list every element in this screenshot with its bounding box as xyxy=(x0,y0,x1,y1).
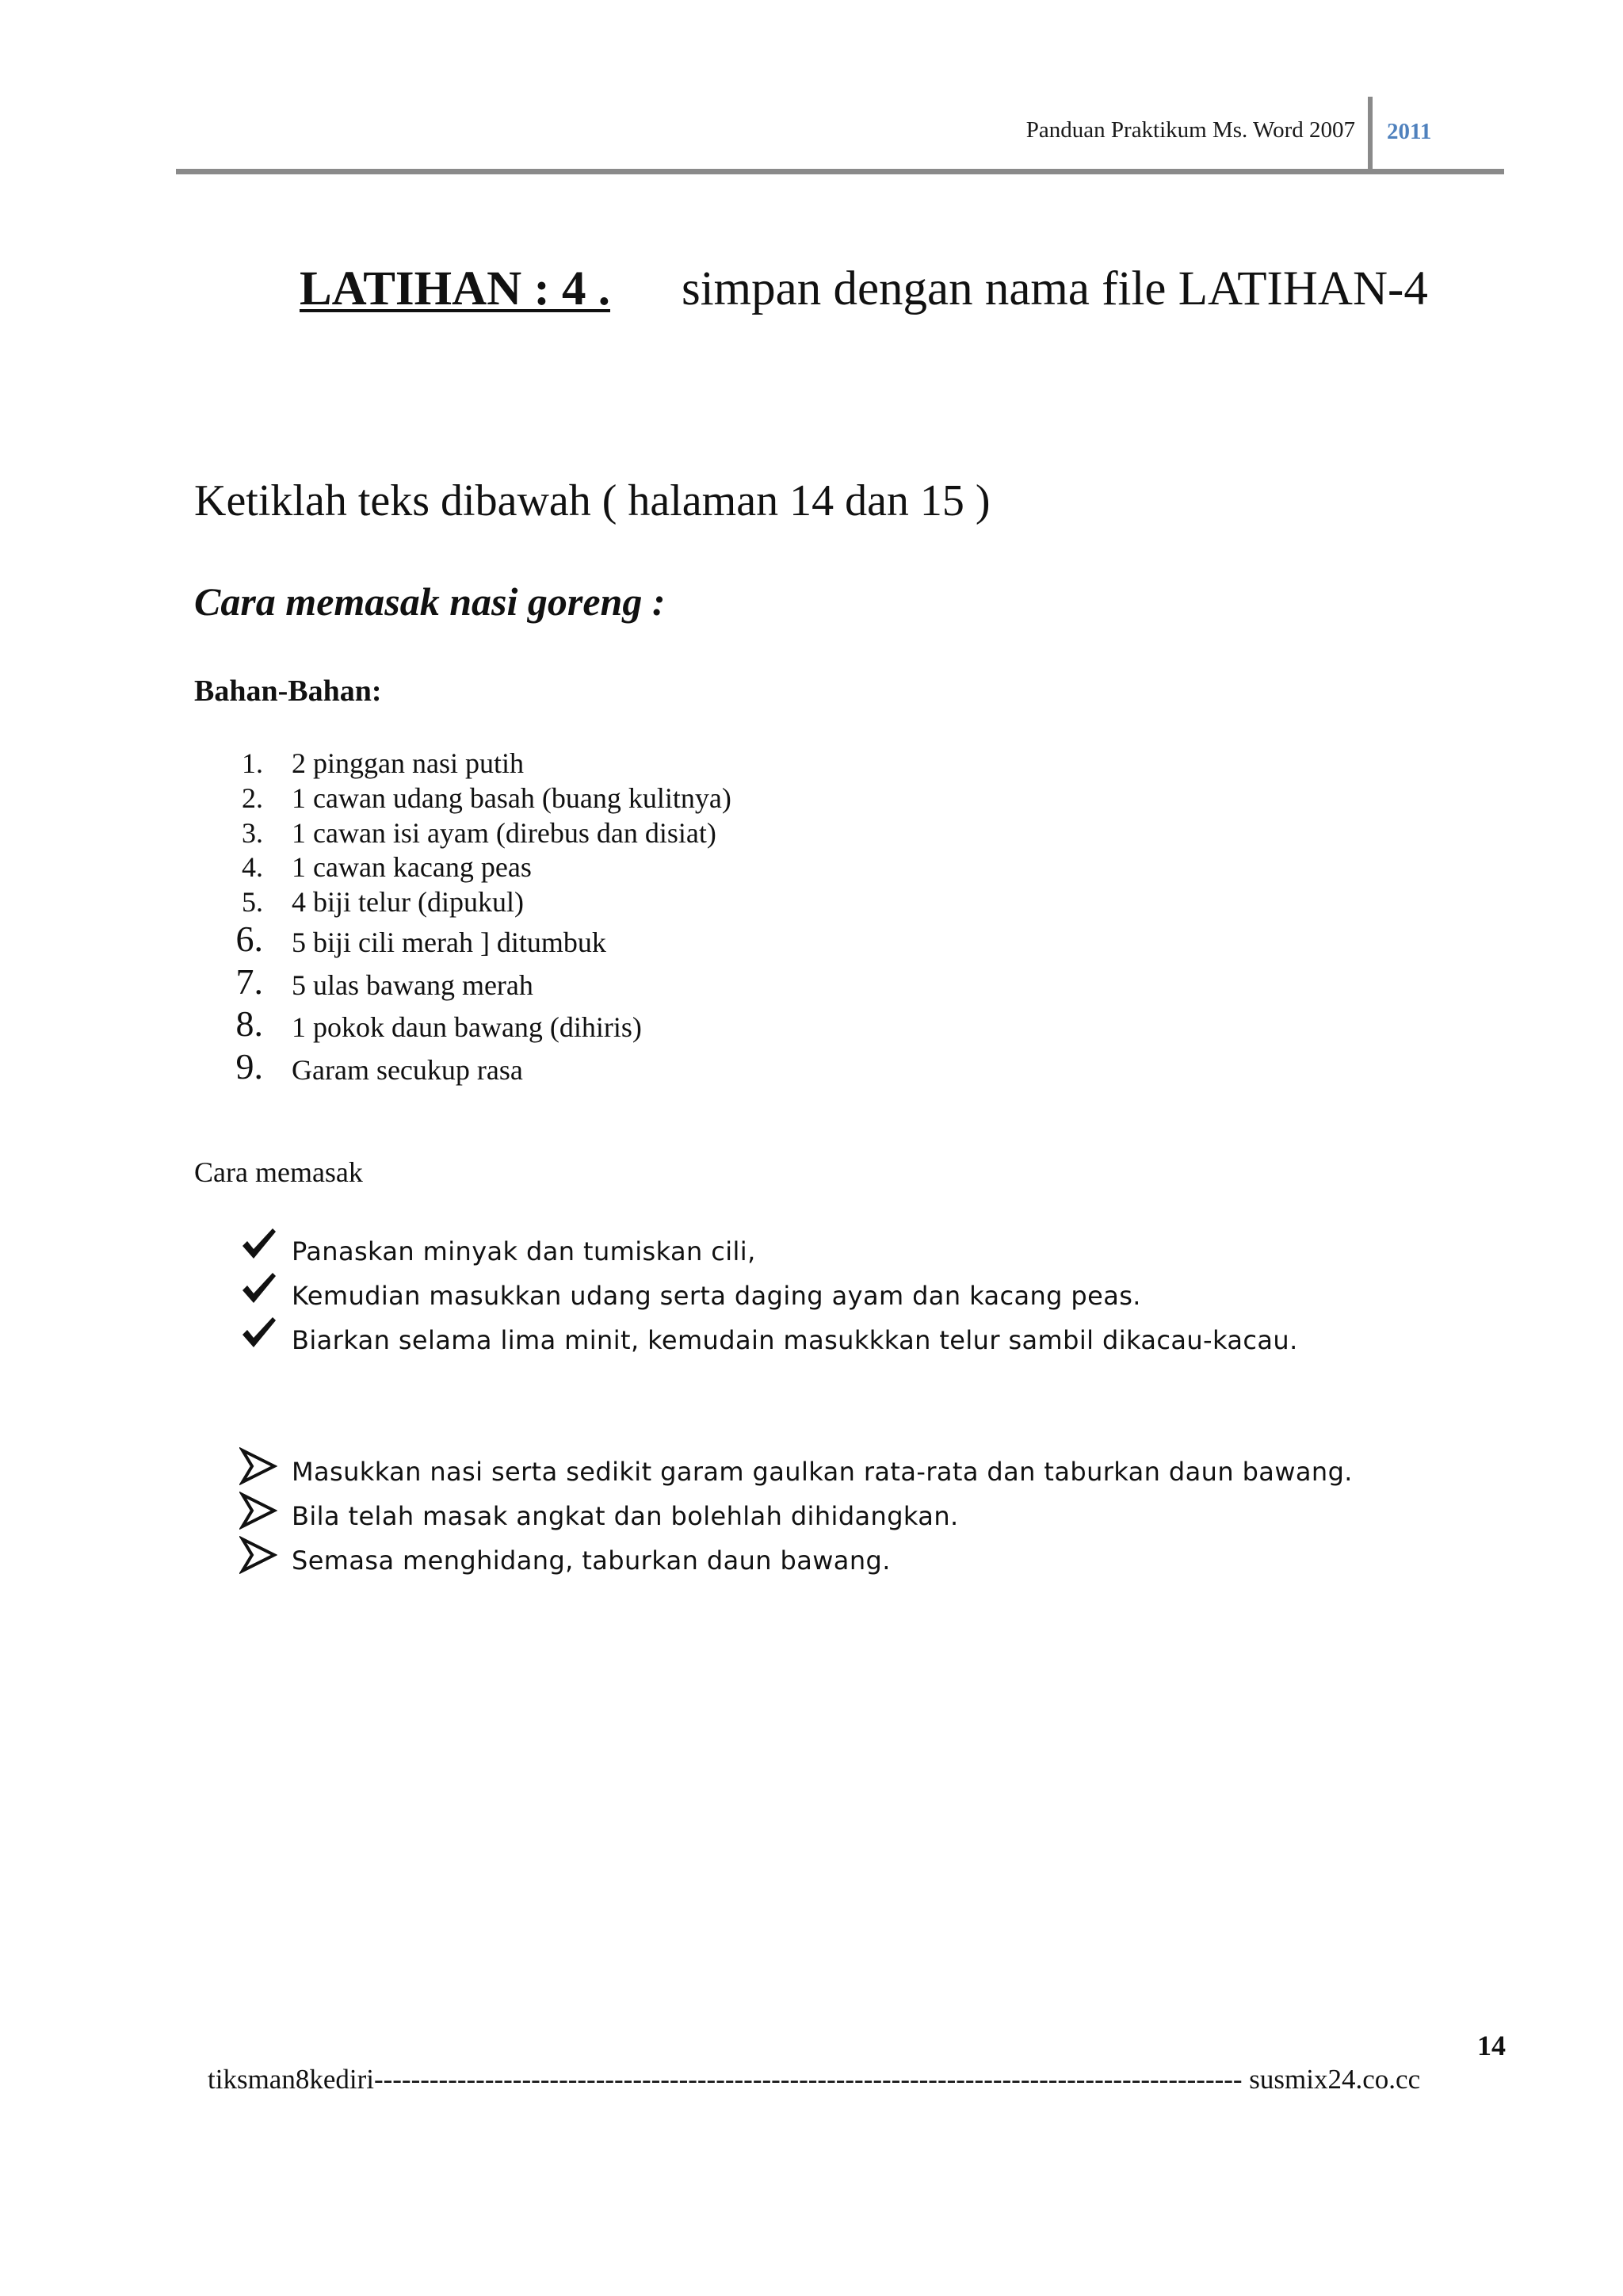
list-item-text: 5 ulas bawang merah xyxy=(292,969,533,1001)
list-item-text: Panaskan minyak dan tumiskan cili, xyxy=(292,1236,756,1266)
list-item-text: 5 biji cili merah ] ditumbuk xyxy=(292,926,606,958)
list-item-number: 4. xyxy=(242,851,263,883)
list-item-text: Masukkan nasi serta sedikit garam gaulkan rata-rata dan taburkan daun bawang. xyxy=(292,1457,1353,1487)
checkmark-icon xyxy=(239,1225,277,1263)
list-item-text: Semasa menghidang, taburkan daun bawang. xyxy=(292,1545,891,1576)
list-item-text: Kemudian masukkan udang serta daging ayam dan kacang peas. xyxy=(292,1281,1141,1311)
header-title: Panduan Praktikum Ms. Word 2007 xyxy=(1025,117,1355,143)
exercise-instruction: simpan dengan nama file LATIHAN-4 xyxy=(682,262,1428,315)
list-item-number: 5. xyxy=(242,886,263,918)
list-item-text: 4 biji telur (dipukul) xyxy=(292,886,524,918)
header-rule xyxy=(176,169,1504,174)
footer-line: tiksman8kediri---------------------------------------------------------------------------------------------- susmix24.co.cc xyxy=(208,2064,1421,2095)
list-item-text: 1 cawan kacang peas xyxy=(292,851,532,883)
recipe-title: Cara memasak nasi goreng : xyxy=(194,579,666,624)
checkmark-icon xyxy=(239,1270,277,1308)
header-year: 2011 xyxy=(1387,119,1432,144)
list-item-number: 7. xyxy=(235,961,263,1002)
list-item-text: Bila telah masak angkat dan bolehlah dihidangkan. xyxy=(292,1501,959,1531)
typing-prompt: Ketiklah teks dibawah ( halaman 14 dan 15 ) xyxy=(194,476,991,525)
list-item-number: 1. xyxy=(242,747,263,779)
checkmark-icon xyxy=(239,1314,277,1352)
ingredients-heading: Bahan-Bahan: xyxy=(194,674,382,708)
list-item-text: 1 pokok daun bawang (dihiris) xyxy=(292,1011,642,1043)
header-vertical-divider xyxy=(1368,97,1373,171)
page-number: 14 xyxy=(1477,2030,1506,2061)
list-item-number: 3. xyxy=(242,817,263,849)
method-heading: Cara memasak xyxy=(194,1156,363,1188)
list-item-number: 6. xyxy=(235,919,263,959)
list-item-text: Biarkan selama lima minit, kemudain masukkkan telur sambil dikacau-kacau. xyxy=(292,1325,1298,1355)
arrow-bullet-icon xyxy=(239,1536,277,1574)
list-item-number: 8. xyxy=(235,1003,263,1044)
list-item-number: 2. xyxy=(242,782,263,814)
arrow-bullet-icon xyxy=(239,1447,277,1485)
list-item-number: 9. xyxy=(235,1046,263,1087)
list-item-text: 1 cawan udang basah (buang kulitnya) xyxy=(292,782,731,814)
exercise-title: LATIHAN : 4 . xyxy=(300,262,611,315)
arrow-bullet-icon xyxy=(239,1492,277,1530)
list-item-text: 1 cawan isi ayam (direbus dan disiat) xyxy=(292,817,716,849)
list-item-text: 2 pinggan nasi putih xyxy=(292,747,524,779)
list-item-text: Garam secukup rasa xyxy=(292,1054,523,1086)
page-header xyxy=(0,0,1623,182)
